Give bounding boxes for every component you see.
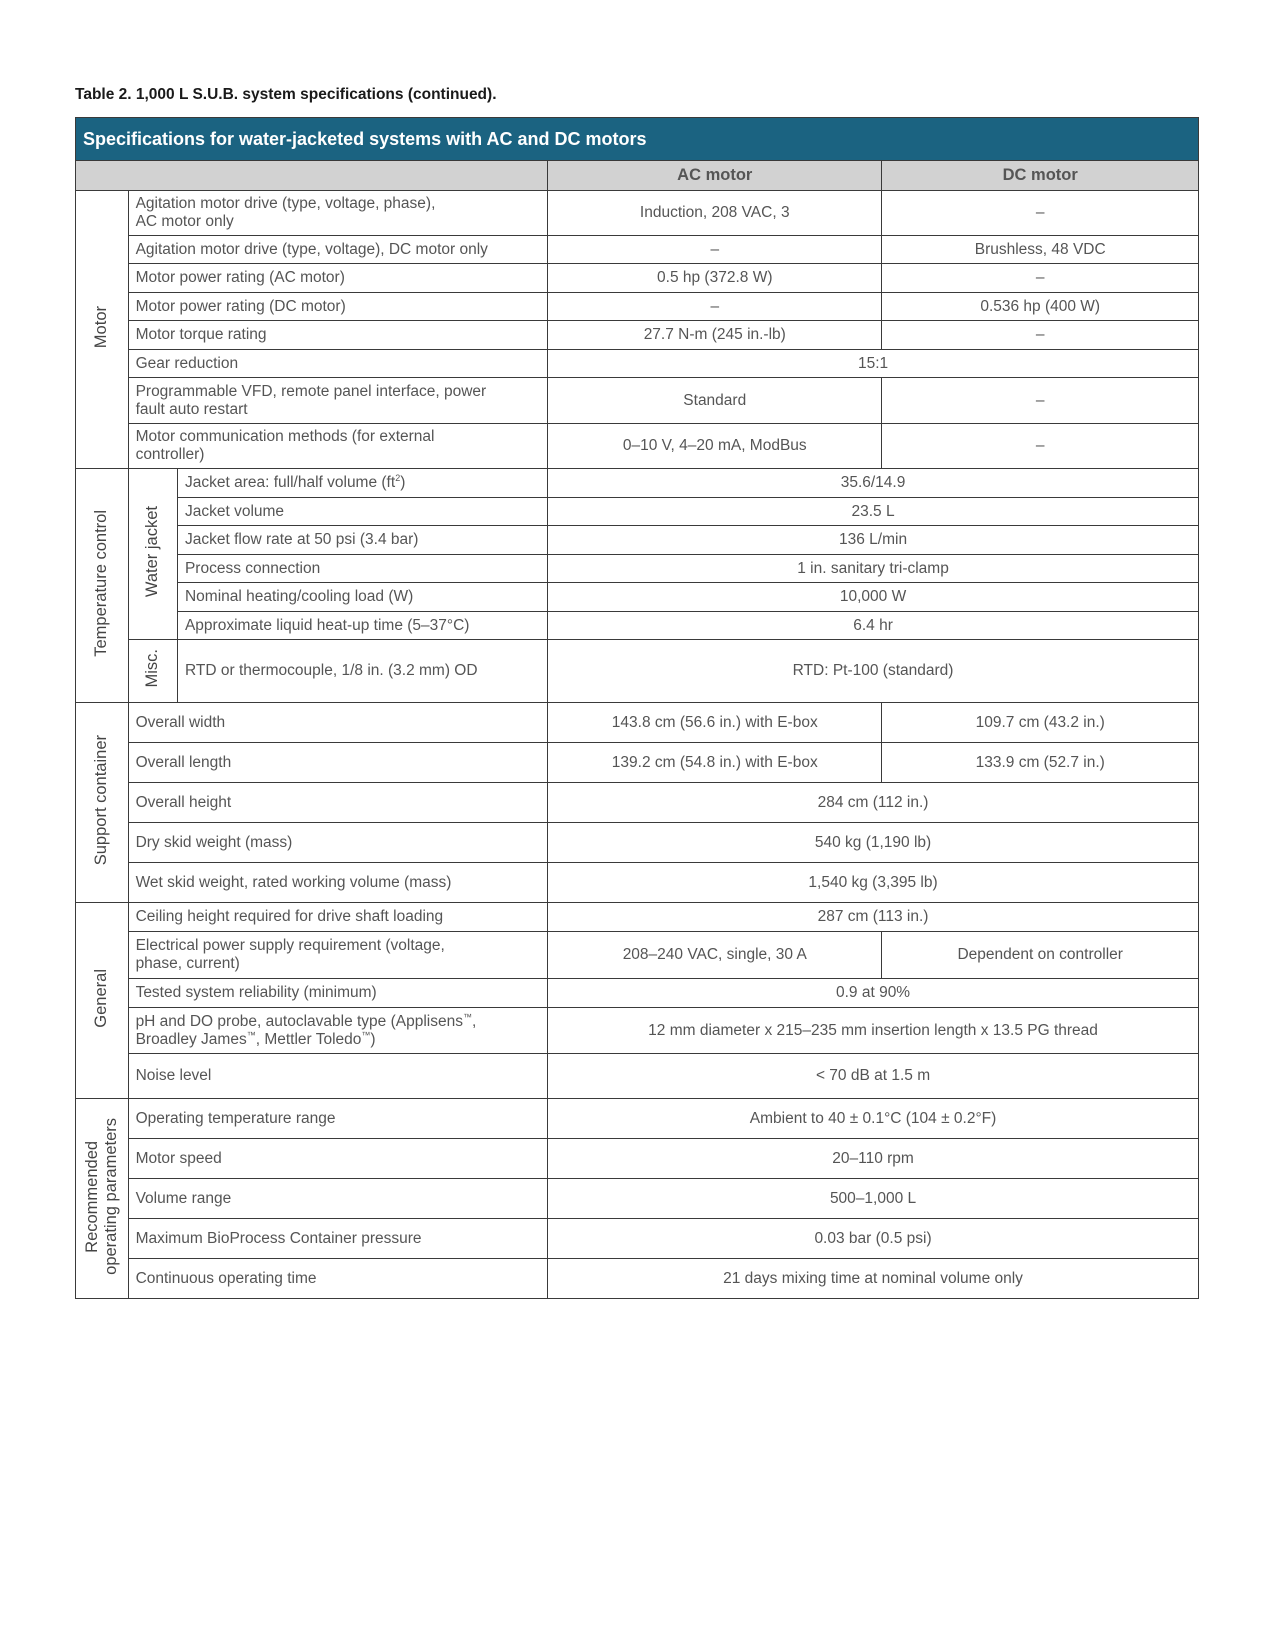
group-label-general: General	[76, 903, 129, 1099]
table-row	[76, 498, 1199, 526]
row-label: Gear reduction	[128, 350, 548, 378]
ac-value: –	[548, 236, 882, 264]
table-row	[76, 703, 1199, 743]
table-row	[76, 583, 1199, 612]
shared-value: 284 cm (112 in.)	[548, 783, 1199, 823]
row-label: Process connection	[177, 555, 547, 583]
column-header-dc-motor: DC motor	[882, 161, 1199, 191]
shared-value: 1 in. sanitary tri-clamp	[548, 555, 1199, 583]
shared-value: 6.4 hr	[548, 612, 1199, 640]
row-label: Motor speed	[128, 1139, 548, 1179]
row-label: Maximum BioProcess Container pressure	[128, 1219, 548, 1259]
ac-value: 208–240 VAC, single, 30 A	[548, 932, 882, 979]
table-banner-row	[76, 118, 1199, 161]
shared-value: 12 mm diameter x 215–235 mm insertion length x 13.5 PG thread	[548, 1008, 1199, 1054]
group-label-support-container: Support container	[76, 703, 129, 903]
table-row	[76, 903, 1199, 932]
column-header-row	[76, 161, 1199, 191]
ac-value: 27.7 N-m (245 in.-lb)	[548, 321, 882, 350]
table-row	[76, 743, 1199, 783]
group-label-motor: Motor	[76, 191, 129, 469]
row-label: Overall length	[128, 743, 548, 783]
group-label-temperature-control: Temperature control	[76, 469, 129, 703]
ac-value: 139.2 cm (54.8 in.) with E-box	[548, 743, 882, 783]
table-row	[76, 863, 1199, 903]
row-label: Approximate liquid heat-up time (5–37°C)	[177, 612, 547, 640]
shared-value: Ambient to 40 ± 0.1°C (104 ± 0.2°F)	[548, 1099, 1199, 1139]
row-label: Electrical power supply requirement (voltage, phase, current)	[128, 932, 548, 979]
dc-value: 109.7 cm (43.2 in.)	[882, 703, 1199, 743]
table-row	[76, 783, 1199, 823]
shared-value: < 70 dB at 1.5 m	[548, 1054, 1199, 1099]
table-row	[76, 1259, 1199, 1299]
shared-value: RTD: Pt-100 (standard)	[548, 640, 1199, 703]
table-row	[76, 350, 1199, 378]
row-label: Noise level	[128, 1054, 548, 1099]
row-label: Ceiling height required for drive shaft loading	[128, 903, 548, 932]
ac-value: 143.8 cm (56.6 in.) with E-box	[548, 703, 882, 743]
table-row	[76, 191, 1199, 236]
table-row	[76, 236, 1199, 264]
row-label: Overall width	[128, 703, 548, 743]
dc-value: 133.9 cm (52.7 in.)	[882, 743, 1199, 783]
shared-value: 287 cm (113 in.)	[548, 903, 1199, 932]
table-row	[76, 612, 1199, 640]
specifications-table	[75, 117, 1199, 1299]
shared-value: 0.9 at 90%	[548, 979, 1199, 1008]
row-label: Jacket volume	[177, 498, 547, 526]
row-label: Operating temperature range	[128, 1099, 548, 1139]
row-label: Jacket flow rate at 50 psi (3.4 bar)	[177, 526, 547, 555]
row-label: Nominal heating/cooling load (W)	[177, 583, 547, 612]
dc-value: –	[882, 264, 1199, 293]
table-row	[76, 1179, 1199, 1219]
dc-value: –	[882, 378, 1199, 424]
table-row	[76, 932, 1199, 979]
table-row	[76, 979, 1199, 1008]
row-label: Continuous operating time	[128, 1259, 548, 1299]
row-label: Motor communication methods (for external controller)	[128, 424, 548, 469]
shared-value: 10,000 W	[548, 583, 1199, 612]
table-row	[76, 555, 1199, 583]
row-label: Wet skid weight, rated working volume (mass)	[128, 863, 548, 903]
ac-value: 0.5 hp (372.8 W)	[548, 264, 882, 293]
dc-value: Dependent on controller	[882, 932, 1199, 979]
dc-value: Brushless, 48 VDC	[882, 236, 1199, 264]
shared-value: 136 L/min	[548, 526, 1199, 555]
subgroup-label-misc: Misc.	[128, 640, 177, 703]
table-row	[76, 1139, 1199, 1179]
dc-value: 0.536 hp (400 W)	[882, 293, 1199, 321]
dc-value: –	[882, 191, 1199, 236]
row-label: Motor torque rating	[128, 321, 548, 350]
shared-value: 1,540 kg (3,395 lb)	[548, 863, 1199, 903]
row-label: Volume range	[128, 1179, 548, 1219]
table-row	[76, 1054, 1199, 1099]
table-row	[76, 1219, 1199, 1259]
table-row	[76, 424, 1199, 469]
table-row	[76, 264, 1199, 293]
table-row	[76, 823, 1199, 863]
group-label-recommended-operating-parameters: Recommended operating parameters	[76, 1099, 129, 1299]
ac-value: Induction, 208 VAC, 3	[548, 191, 882, 236]
ac-value: 0–10 V, 4–20 mA, ModBus	[548, 424, 882, 469]
shared-value: 35.6/14.9	[548, 469, 1199, 498]
table-row	[76, 640, 1199, 703]
shared-value: 21 days mixing time at nominal volume only	[548, 1259, 1199, 1299]
column-header-blank	[76, 161, 548, 191]
table-banner: Specifications for water-jacketed systems with AC and DC motors	[76, 118, 1199, 161]
table-row	[76, 293, 1199, 321]
shared-value: 0.03 bar (0.5 psi)	[548, 1219, 1199, 1259]
shared-value: 15:1	[548, 350, 1199, 378]
table-row	[76, 1099, 1199, 1139]
row-label: Agitation motor drive (type, voltage, phase), AC motor only	[128, 191, 548, 236]
dc-value: –	[882, 424, 1199, 469]
page-title: Table 2. 1,000 L S.U.B. system specifications (continued).	[75, 86, 497, 103]
row-label: Jacket area: full/half volume $(ft^2)$	[177, 469, 547, 498]
shared-value: 20–110 rpm	[548, 1139, 1199, 1179]
row-label: Overall height	[128, 783, 548, 823]
shared-value: 500–1,000 L	[548, 1179, 1199, 1219]
table-row	[76, 526, 1199, 555]
shared-value: 540 kg (1,190 lb)	[548, 823, 1199, 863]
subgroup-label-water-jacket: Water jacket	[128, 469, 177, 640]
row-label: Tested system reliability (minimum)	[128, 979, 548, 1008]
row-label: Motor power rating (DC motor)	[128, 293, 548, 321]
ac-value: Standard	[548, 378, 882, 424]
row-label: Motor power rating (AC motor)	[128, 264, 548, 293]
row-label: Programmable VFD, remote panel interface, power fault auto restart	[128, 378, 548, 424]
row-label: pH and DO probe, autoclavable type (Applisens™, Broadley James™, Mettler Toledo™)	[128, 1008, 548, 1054]
row-label: Dry skid weight (mass)	[128, 823, 548, 863]
table-row	[76, 469, 1199, 498]
table-row	[76, 321, 1199, 350]
row-label: RTD or thermocouple, 1/8 in. (3.2 mm) OD	[177, 640, 547, 703]
shared-value: 23.5 L	[548, 498, 1199, 526]
table-row	[76, 1008, 1199, 1054]
table-row	[76, 378, 1199, 424]
ac-value: –	[548, 293, 882, 321]
column-header-ac-motor: AC motor	[548, 161, 882, 191]
row-label: Agitation motor drive (type, voltage), DC motor only	[128, 236, 548, 264]
dc-value: –	[882, 321, 1199, 350]
